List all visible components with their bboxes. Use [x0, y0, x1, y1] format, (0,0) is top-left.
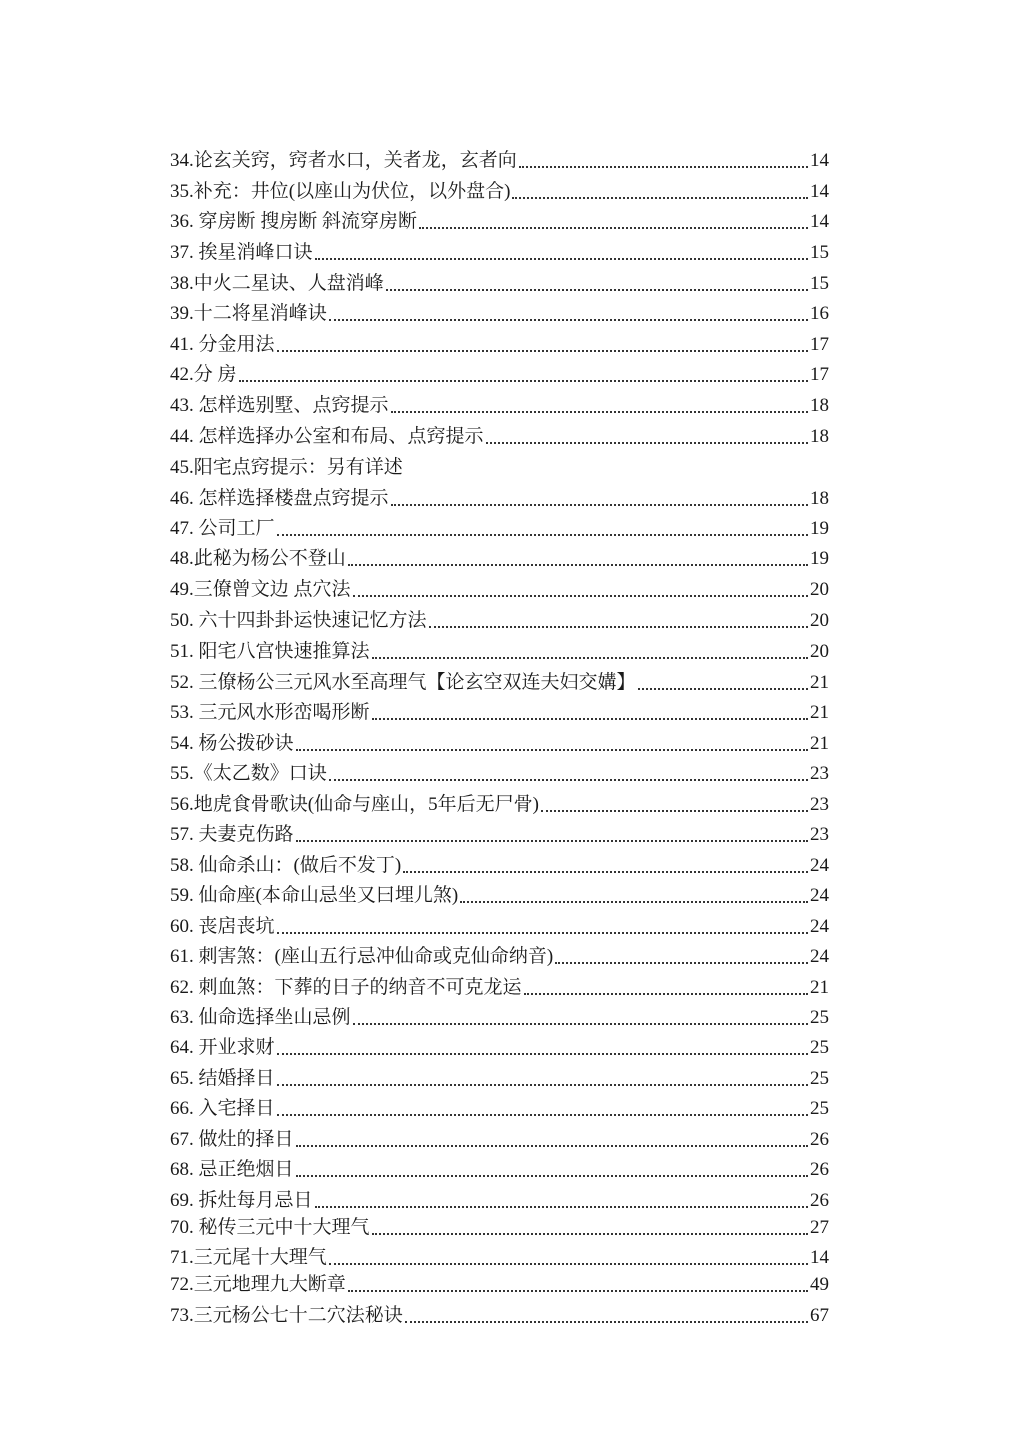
toc-entry-title: 60. 丧扂丧坑 [170, 916, 275, 937]
dot-leader [638, 688, 808, 690]
toc-entry-title: 68. 忌正绝烟日 [170, 1159, 294, 1180]
toc-entry[interactable] [170, 486, 829, 512]
toc-entry-title: 34.论玄关窍，窍者水口，关者龙，玄者向 [170, 150, 517, 171]
toc-entry-page: 14 [810, 211, 829, 232]
toc-entry-page: 20 [810, 641, 829, 662]
dot-leader [391, 411, 808, 413]
dot-leader [403, 871, 808, 873]
toc-entry-title: 47. 公司工厂 [170, 518, 275, 539]
toc-entry-page: 25 [810, 1037, 829, 1058]
toc-entry[interactable] [170, 1272, 829, 1298]
dot-leader [277, 350, 808, 352]
toc-entry-page: 14 [810, 150, 829, 171]
toc-entry-title: 57. 夫妻克伤路 [170, 824, 294, 845]
toc-entry-title: 70. 秘传三元中十大理气 [170, 1217, 370, 1238]
toc-entry[interactable] [170, 240, 829, 266]
toc-entry-page: 27 [810, 1217, 829, 1238]
toc-entry-title: 46. 怎样选择楼盘点窍提示 [170, 488, 389, 509]
dot-leader [296, 840, 808, 842]
toc-entry-title: 35.补充：井位(以座山为伏位，以外盘合) [170, 181, 511, 202]
toc-entry-title: 48.此秘为杨公不登山 [170, 548, 346, 569]
toc-entry[interactable] [170, 424, 829, 450]
toc-entry-title: 58. 仙命杀山：(做后不发丁) [170, 855, 402, 876]
dot-leader [277, 1084, 808, 1086]
toc-entry[interactable] [170, 700, 829, 726]
toc-entry-page: 21 [810, 733, 829, 754]
toc-entry[interactable] [170, 148, 829, 174]
dot-leader [555, 962, 808, 964]
toc-entry[interactable] [170, 731, 829, 757]
toc-entry[interactable] [170, 362, 829, 388]
toc-entry-title: 66. 入宅择日 [170, 1098, 275, 1119]
dot-leader [372, 657, 808, 659]
toc-entry[interactable] [170, 1188, 829, 1214]
dot-leader [405, 1321, 808, 1323]
toc-entry-page: 16 [810, 303, 829, 324]
toc-entry-page: 24 [810, 946, 829, 967]
toc-entry-title: 72.三元地理九大断章 [170, 1274, 346, 1295]
toc-entry-title: 50. 六十四卦卦运快速记忆方法 [170, 610, 427, 631]
toc-entry[interactable] [170, 1303, 829, 1329]
dot-leader [372, 1233, 808, 1235]
toc-entry[interactable] [170, 301, 829, 327]
toc-entry[interactable] [170, 1096, 829, 1122]
toc-entry-page: 21 [810, 702, 829, 723]
dot-leader [329, 1263, 808, 1265]
toc-entry-title: 62. 刺血煞：下葬的日子的纳音不可克龙运 [170, 977, 522, 998]
toc-entry-title: 43. 怎样选别墅、点窍提示 [170, 395, 389, 416]
dot-leader [348, 564, 808, 566]
dot-leader [391, 504, 808, 506]
toc-entry-page: 25 [810, 1007, 829, 1028]
dot-leader [329, 319, 808, 321]
toc-entry-title: 71.三元尾十大理气 [170, 1247, 327, 1268]
toc-entry-title: 67. 做灶的择日 [170, 1129, 294, 1150]
toc-entry-page: 17 [810, 364, 829, 385]
toc-entry[interactable] [170, 883, 829, 909]
dot-leader [315, 258, 808, 260]
toc-entry-title: 39.十二将星消峰诀 [170, 303, 327, 324]
toc-entry-page: 23 [810, 824, 829, 845]
toc-entry[interactable] [170, 332, 829, 358]
toc-entry[interactable] [170, 271, 829, 297]
dot-leader [419, 227, 808, 229]
toc-entry-page: 19 [810, 518, 829, 539]
dot-leader [512, 197, 808, 199]
toc-entry-title: 55.《太乙数》口诀 [170, 763, 327, 784]
toc-entry[interactable] [170, 1035, 829, 1061]
toc-entry-title: 59. 仙命座(本命山忌坐又曰埋儿煞) [170, 885, 459, 906]
toc-entry-title: 63. 仙命选择坐山忌例 [170, 1007, 351, 1028]
dot-leader [353, 1023, 808, 1025]
dot-leader [541, 810, 808, 812]
toc-entry[interactable] [170, 975, 829, 1001]
toc-entry-page: 15 [810, 242, 829, 263]
toc-entry-page: 18 [810, 395, 829, 416]
toc-entry-title: 45.阳宅点窍提示：另有详述 [170, 457, 403, 478]
toc-entry-title: 42.分 房 [170, 364, 237, 385]
toc-entry[interactable] [170, 1157, 829, 1183]
toc-entry[interactable] [170, 1005, 829, 1031]
toc-entry[interactable] [170, 944, 829, 970]
toc-entry-page: 20 [810, 610, 829, 631]
dot-leader [239, 380, 808, 382]
toc-entry-title: 49.三僚曾文边 点穴法 [170, 579, 351, 600]
dot-leader [277, 1053, 808, 1055]
toc-entry-title: 51. 阳宅八宫快速推算法 [170, 641, 370, 662]
dot-leader [486, 442, 808, 444]
toc-entry[interactable] [170, 546, 829, 572]
toc-entry-page: 14 [810, 181, 829, 202]
toc-entry[interactable] [170, 179, 829, 205]
toc-entry-page: 26 [810, 1129, 829, 1150]
dot-leader [296, 1175, 808, 1177]
toc-entry-title: 44. 怎样选择办公室和布局、点窍提示 [170, 426, 484, 447]
dot-leader [460, 901, 808, 903]
toc-entry-page: 21 [810, 672, 829, 693]
dot-leader [348, 1290, 808, 1292]
toc-entry-page: 23 [810, 763, 829, 784]
toc-entry-page: 18 [810, 488, 829, 509]
toc-entry[interactable] [170, 1245, 829, 1271]
toc-entry[interactable] [170, 1127, 829, 1153]
dot-leader [519, 166, 808, 168]
toc-entry-title: 36. 穿房断 搜房断 斜流穿房断 [170, 211, 418, 232]
toc-entry-page: 17 [810, 334, 829, 355]
toc-entry-title: 54. 杨公拨砂诀 [170, 733, 294, 754]
dot-leader [353, 595, 808, 597]
toc-entry-title: 53. 三元风水形峦喝形断 [170, 702, 370, 723]
toc-entry-title: 65. 结婚择日 [170, 1068, 275, 1089]
dot-leader [277, 534, 808, 536]
toc-entry[interactable] [170, 516, 829, 542]
dot-leader [296, 749, 808, 751]
toc-entry-page: 14 [810, 1247, 829, 1268]
toc-entry-title: 64. 开业求财 [170, 1037, 275, 1058]
dot-leader [315, 1206, 808, 1208]
toc-entry-page: 23 [810, 794, 829, 815]
toc-entry-title: 73.三元杨公七十二穴法秘诀 [170, 1305, 403, 1326]
toc-entry-title: 52. 三僚杨公三元风水至高理气【论玄空双连夫妇交媾】 [170, 672, 636, 693]
toc-entry-title: 41. 分金用法 [170, 334, 275, 355]
toc-entry-page: 24 [810, 855, 829, 876]
dot-leader [296, 1145, 808, 1147]
toc-entry-page: 25 [810, 1068, 829, 1089]
dot-leader [429, 626, 808, 628]
toc-entry[interactable] [170, 577, 829, 603]
toc-entry-title: 37. 挨星消峰口诀 [170, 242, 313, 263]
toc-entry-page: 19 [810, 548, 829, 569]
toc-entry-page: 15 [810, 273, 829, 294]
toc-entry[interactable] [170, 853, 829, 879]
toc-entry-page: 24 [810, 916, 829, 937]
dot-leader [329, 779, 808, 781]
toc-entry[interactable] [170, 639, 829, 665]
toc-entry[interactable] [170, 608, 829, 634]
toc-entry-page: 20 [810, 579, 829, 600]
toc-entry[interactable] [170, 455, 829, 481]
toc-entry[interactable] [170, 792, 829, 818]
toc-entry-page: 26 [810, 1159, 829, 1180]
toc-entry[interactable] [170, 670, 829, 696]
toc-entry-title: 61. 刺害煞：(座山五行忌冲仙命或克仙命纳音) [170, 946, 554, 967]
dot-leader [372, 718, 808, 720]
toc-entry[interactable] [170, 761, 829, 787]
toc-entry-page: 26 [810, 1190, 829, 1211]
toc-entry-title: 38.中火二星诀、人盘消峰 [170, 273, 384, 294]
dot-leader [524, 993, 808, 995]
toc-entry-title: 56.地虎食骨歌诀(仙命与座山，5年后无尸骨) [170, 794, 539, 815]
toc-entry-page: 24 [810, 885, 829, 906]
toc-entry-page: 25 [810, 1098, 829, 1119]
toc-entry[interactable] [170, 914, 829, 940]
toc-entry[interactable] [170, 393, 829, 419]
dot-leader [277, 1114, 808, 1116]
dot-leader [386, 289, 808, 291]
toc-entry[interactable] [170, 1215, 829, 1241]
toc-entry-page: 18 [810, 426, 829, 447]
toc-entry-page: 49 [810, 1274, 829, 1295]
dot-leader [277, 932, 808, 934]
toc-entry[interactable] [170, 822, 829, 848]
toc-entry-page: 67 [810, 1305, 829, 1326]
toc-entry[interactable] [170, 1066, 829, 1092]
toc-entry-page: 21 [810, 977, 829, 998]
toc-entry-title: 69. 拆灶每月忌日 [170, 1190, 313, 1211]
toc-entry[interactable] [170, 209, 829, 235]
